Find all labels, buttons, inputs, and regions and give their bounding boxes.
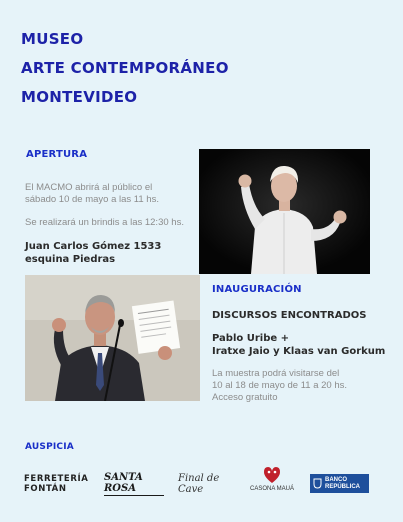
inauguracion-heading: INAUGURACIÓN bbox=[212, 284, 302, 295]
museum-title-line-3: MONTEVIDEO bbox=[21, 88, 138, 106]
address-line-2: esquina Piedras bbox=[25, 254, 116, 265]
apertura-heading: APERTURA bbox=[26, 149, 88, 160]
final-de-cave-logo-text: Final de Cave bbox=[178, 473, 220, 495]
banco-logo-line-2: REPÚBLICA bbox=[325, 483, 361, 490]
museum-title-line-1: MUSEO bbox=[21, 30, 84, 48]
artists-line-1: Pablo Uribe + bbox=[212, 333, 290, 344]
santa-rosa-logo bbox=[104, 474, 164, 494]
casona-maua-emblem-icon bbox=[262, 466, 282, 484]
apertura-text-line-1: El MACMO abrirá al público el bbox=[25, 182, 153, 193]
museum-title-line-2: ARTE CONTEMPORÁNEO bbox=[21, 59, 229, 77]
ferreteria-logo-line-2: FONTÁN bbox=[24, 484, 67, 494]
show-title: DISCURSOS ENCONTRADOS bbox=[212, 310, 367, 321]
apertura-text-line-2: sábado 10 de mayo a las 11 hs. bbox=[25, 194, 159, 205]
casona-maua-logo bbox=[248, 466, 296, 496]
schedule-line-1: La muestra podrá visitarse del bbox=[212, 368, 340, 379]
final-de-cave-logo bbox=[178, 474, 236, 494]
ferreteria-fontan-logo bbox=[24, 474, 90, 494]
banco-republica-logo bbox=[310, 474, 369, 493]
speaker-photo bbox=[25, 275, 200, 401]
banco-logo-line-1: BANCO bbox=[325, 476, 347, 483]
santa-rosa-logo-text: SANTA ROSA bbox=[104, 472, 164, 496]
banco-republica-emblem-icon bbox=[313, 478, 322, 489]
casona-maua-logo-text: CASONA MAUÁ bbox=[249, 486, 294, 492]
schedule-line-2: 10 al 18 de mayo de 11 a 20 hs. bbox=[212, 380, 348, 391]
auspicia-heading: AUSPICIA bbox=[25, 442, 74, 452]
schedule-line-3: Acceso gratuito bbox=[212, 392, 278, 403]
performer-photo bbox=[199, 149, 370, 274]
artists-line-2: Iratxe Jaio y Klaas van Gorkum bbox=[212, 346, 386, 357]
ferreteria-logo-line-1: FERRETERÍA bbox=[24, 474, 89, 484]
apertura-brindis-text: Se realizará un brindis a las 12:30 hs. bbox=[25, 217, 184, 228]
address-line-1: Juan Carlos Gómez 1533 bbox=[25, 241, 162, 252]
